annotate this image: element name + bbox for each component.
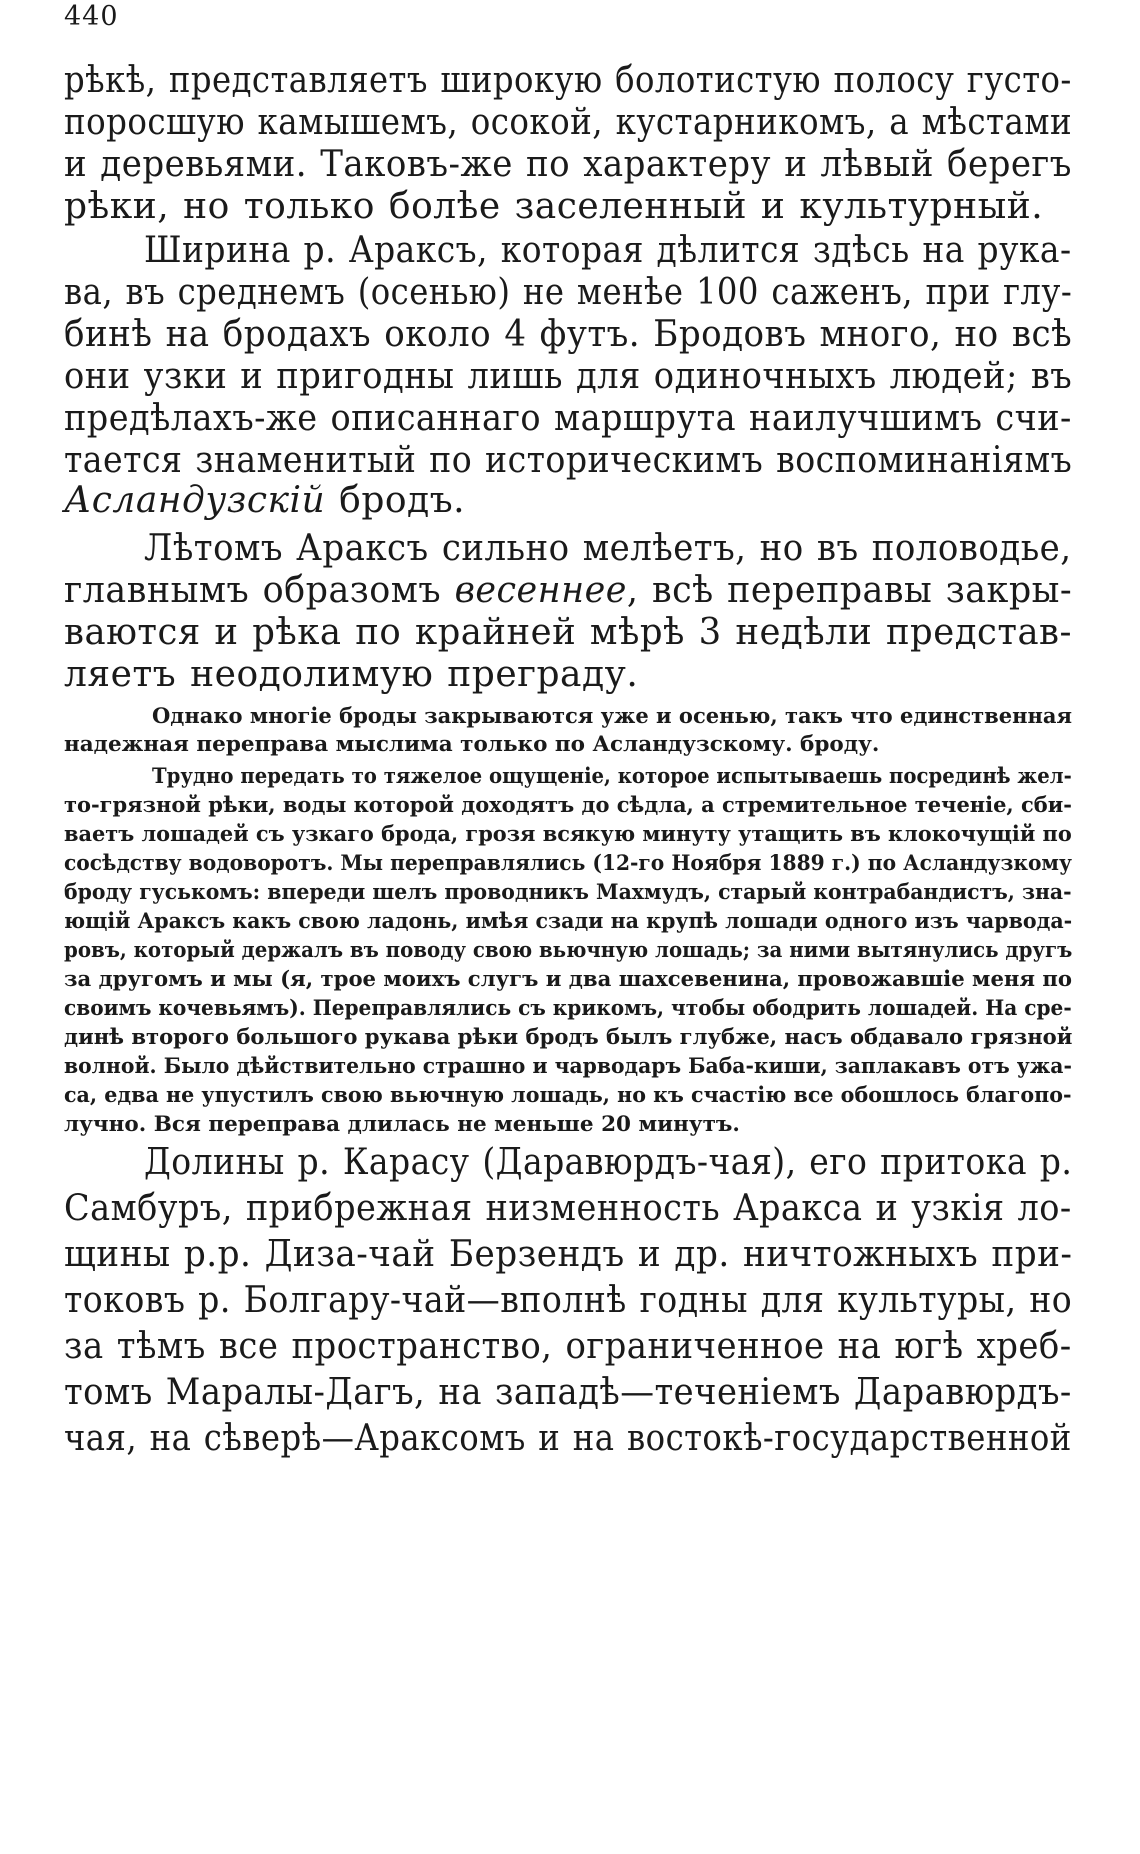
text-line: за тѣмъ все пространство, ограниченное на югѣ хреб- — [64, 1326, 1072, 1367]
text-line: Лѣтомъ Араксъ сильно мелѣетъ, но въ половодье, — [144, 528, 1072, 569]
italic-word: весеннее — [454, 570, 627, 611]
text-line: Ширина р. Араксъ, которая дѣлится здѣсь на рука- — [144, 230, 1072, 271]
footnote-line: сосѣдству водоворотъ. Мы переправлялись (12-го Ноября 1889 г.) по Асландузкому — [64, 851, 1072, 876]
footnote-line: са, едва не упустилъ свою вьючную лошадь, но къ счастію все обошлось благопо- — [64, 1083, 1072, 1108]
text-line: щины р.р. Диза-чай Берзендъ и др. ничтожныхъ при- — [64, 1234, 1073, 1275]
text-fragment: главнымъ образомъ — [64, 570, 455, 611]
footnote-line: ваетъ лошадей съ узкаго брода, грозя всякую минуту утащить въ клокочущій по — [64, 822, 1072, 847]
footnote-line: Однако многіе броды закрываются уже и осенью, такъ что единственная — [152, 704, 1073, 729]
text-line: токовъ р. Болгару-чай—вполнѣ годны для культуры, но — [64, 1280, 1073, 1321]
footnote-line: волной. Было дѣйствительно страшно и чарводаръ Баба-киши, заплакавъ отъ ужа- — [64, 1054, 1072, 1079]
text-line: рѣкѣ, представляетъ широкую болотистую полосу густо- — [64, 60, 1072, 101]
footnote-line: Трудно передать то тяжелое ощущеніе, которое испытываешь посрединѣ жел- — [152, 764, 1072, 789]
footnote-line: то-грязной рѣки, воды которой доходятъ до сѣдла, а стремительное теченіе, сби- — [64, 793, 1073, 818]
footnote-line: своимъ кочевьямъ). Переправлялись съ крикомъ, чтобы ободрить лошадей. На сре- — [64, 996, 1072, 1021]
text-line: они узки и пригодны лишь для одиночныхъ людей; въ — [64, 356, 1073, 397]
text-line: чая, на сѣверѣ—Араксомъ и на востокѣ-государственной — [64, 1418, 1072, 1459]
text-line: бинѣ на бродахъ около 4 футъ. Бродовъ много, но всѣ — [64, 314, 1073, 355]
footnote-line: за другомъ и мы (я, трое моихъ слугъ и два шахсевенина, провожавшіе меня по — [64, 967, 1073, 992]
footnote-line: ющій Араксъ какъ свою ладонь, имѣя сзади на крупѣ лошади одного изъ чарвода- — [64, 909, 1073, 934]
text-line: и деревьями. Таковъ-же по характеру и лѣвый берегъ — [64, 144, 1072, 185]
text-line: поросшую камышемъ, осокой, кустарникомъ, а мѣстами — [64, 102, 1073, 143]
text-line — [64, 478, 1072, 524]
text-line: Долины р. Карасу (Даравюрдъ-чая), его притока р. — [144, 1142, 1073, 1183]
text-line: тается знаменитый по историческимъ воспоминаніямъ — [64, 440, 1073, 481]
text-line: рѣки, но только болѣе заселенный и культурный. — [64, 186, 1044, 227]
footnote-line: лучно. Вся переправа длилась не меньше 20 минутъ. — [64, 1112, 740, 1137]
page-number: 440 — [64, 1, 119, 32]
text-line: ваются и рѣка по крайней мѣрѣ 3 недѣли представ- — [64, 612, 1072, 653]
text-fragment: бродъ. — [325, 480, 466, 521]
text-line: томъ Маралы-Дагъ, на западѣ—теченіемъ Даравюрдъ- — [64, 1372, 1072, 1413]
footnote-line: динѣ второго большого рукава рѣки бродъ былъ глубже, насъ обдавало грязной — [64, 1025, 1073, 1050]
text-fragment: , всѣ переправы закры- — [626, 570, 1073, 611]
text-line — [64, 568, 1073, 614]
footnote-line: броду гуськомъ: впереди шелъ проводникъ Махмудъ, старый контрабандистъ, зна- — [64, 880, 1072, 905]
text-line: ва, въ среднемъ (осенью) не менѣе 100 саженъ, при глу- — [64, 272, 1073, 313]
footnote-line: надежная переправа мыслима только по Асландузскому. броду. — [64, 732, 880, 757]
text-line: Самбуръ, прибрежная низменность Аракса и узкія ло- — [64, 1188, 1072, 1229]
text-line: предѣлахъ-же описаннаго маршрута наилучшимъ счи- — [64, 398, 1072, 439]
footnote-line: ровъ, который держалъ въ поводу свою вьючную лошадь; за ними вытянулись другъ — [64, 938, 1073, 963]
text-line: ляетъ неодолимую преграду. — [64, 654, 639, 695]
italic-place-name: Асландузскій — [64, 480, 326, 521]
